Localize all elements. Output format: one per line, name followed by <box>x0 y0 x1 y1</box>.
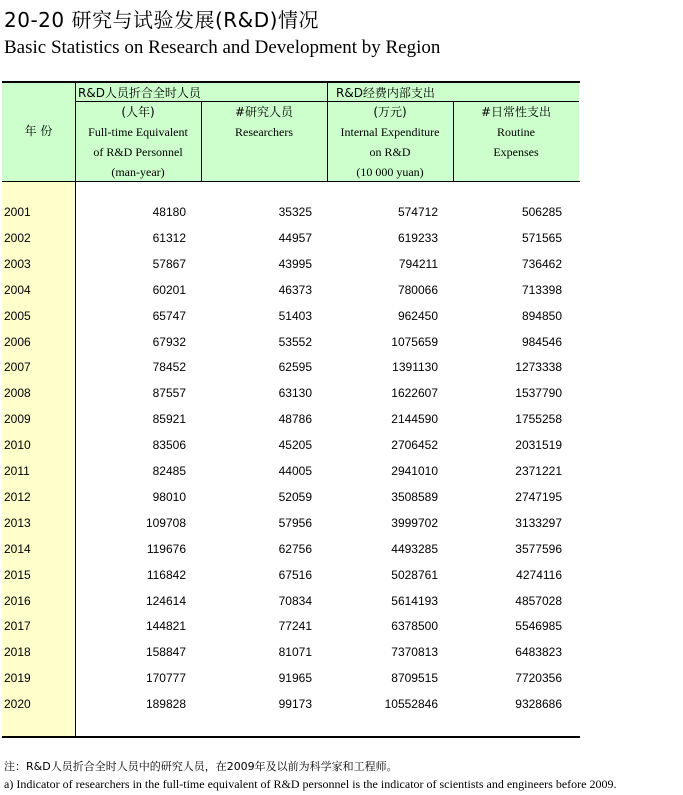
fte-cell: 60201 <box>152 282 186 297</box>
table-row <box>2 459 580 485</box>
col-header-expenditure <box>327 102 453 182</box>
expenditure-cell: 3999702 <box>391 515 438 530</box>
year-cell: 2001 <box>4 205 31 219</box>
fte-cell: 189828 <box>145 697 186 712</box>
col-header-fte-unit: (man-year) <box>111 165 165 179</box>
routine-cell: 6483823 <box>515 645 562 660</box>
routine-cell: 713398 <box>521 282 562 297</box>
expenditure-cell: 1622607 <box>391 386 438 401</box>
fte-cell: 67932 <box>152 334 186 349</box>
year-cell: 2010 <box>4 438 31 453</box>
researchers-cell: 57956 <box>278 515 312 530</box>
year-cell: 2003 <box>4 256 31 271</box>
table-row <box>2 563 580 589</box>
year-cell: 2013 <box>4 515 31 530</box>
expenditure-cell: 2144590 <box>391 412 438 427</box>
routine-cell: 4274116 <box>516 567 562 582</box>
year-cell: 2018 <box>4 645 31 660</box>
expenditure-cell: 3508589 <box>391 489 438 504</box>
routine-cell: 4857028 <box>515 593 562 608</box>
year-cell: 2006 <box>4 334 31 349</box>
col-header-researchers <box>201 102 327 142</box>
table-row <box>2 252 580 278</box>
expenditure-cell: 6378500 <box>391 619 438 634</box>
routine-cell: 1755258 <box>515 412 562 427</box>
group-header-expenditure: R&D经费内部支出 <box>336 86 435 100</box>
researchers-cell: 43995 <box>278 256 312 271</box>
expenditure-cell: 1391130 <box>392 360 438 375</box>
table-row <box>2 485 580 511</box>
routine-cell: 3133297 <box>515 515 562 530</box>
routine-cell: 7720356 <box>515 671 562 686</box>
year-cell: 2011 <box>4 464 30 478</box>
expenditure-cell: 780066 <box>397 282 438 297</box>
expenditure-cell: 5614193 <box>391 593 438 608</box>
group-header-personnel: R&D人员折合全时人员 <box>78 86 201 100</box>
expenditure-cell: 7370813 <box>391 645 438 660</box>
researchers-cell: 35325 <box>278 205 312 219</box>
year-cell: 2004 <box>4 282 31 297</box>
routine-cell: 1537790 <box>515 386 562 401</box>
year-cell: 2009 <box>4 412 31 427</box>
fte-cell: 85921 <box>152 412 186 427</box>
year-cell: 2016 <box>4 593 31 608</box>
table-row <box>2 226 580 252</box>
fte-cell: 158847 <box>145 645 186 660</box>
routine-cell: 894850 <box>521 308 562 323</box>
expenditure-cell: 2706452 <box>391 438 438 453</box>
col-header-expenditure-line2: on R&D <box>369 145 411 159</box>
col-header-fte-line2: of R&D Personnel <box>93 145 183 159</box>
expenditure-cell: 574712 <box>397 205 438 219</box>
fte-cell: 78452 <box>152 360 186 375</box>
col-header-expenditure-line1: Internal Expenditure <box>340 125 440 139</box>
researchers-cell: 52059 <box>278 489 312 504</box>
year-cell: 2017 <box>4 619 31 634</box>
expenditure-cell: 5028761 <box>391 567 438 582</box>
researchers-cell: 46373 <box>278 282 312 297</box>
year-cell: 2019 <box>4 671 31 686</box>
fte-cell: 82485 <box>152 464 186 478</box>
table-row <box>2 381 580 407</box>
col-header-researchers-cn: #研究人员 <box>234 105 294 119</box>
routine-cell: 571565 <box>521 230 562 245</box>
researchers-cell: 44957 <box>278 230 312 245</box>
routine-cell: 2031519 <box>515 438 562 453</box>
table-row <box>2 589 580 615</box>
routine-cell: 736462 <box>521 256 562 271</box>
fte-cell: 144821 <box>145 619 186 634</box>
fte-cell: 170777 <box>145 671 186 686</box>
table-row <box>2 355 580 381</box>
fte-cell: 119676 <box>146 541 186 556</box>
table-row <box>2 692 580 718</box>
table-bottom-rule <box>2 736 580 738</box>
year-cell: 2007 <box>4 360 31 375</box>
expenditure-cell: 794211 <box>398 256 438 271</box>
page-title-cn: 20-20 研究与试验发展(R&D)情况 <box>4 8 319 32</box>
fte-cell: 48180 <box>152 205 186 219</box>
routine-cell: 2371221 <box>515 464 562 478</box>
fte-cell: 109708 <box>145 515 186 530</box>
routine-cell: 984546 <box>521 334 562 349</box>
col-header-fte <box>75 102 201 182</box>
expenditure-cell: 619233 <box>397 230 438 245</box>
table-row <box>2 330 580 356</box>
table-row <box>2 537 580 563</box>
year-cell: 2015 <box>4 567 31 582</box>
col-header-routine-cn: #日常性支出 <box>480 105 552 119</box>
footnote-en: a) Indicator of researchers in the full-time equivalent of R&D personnel is the indicator of scientists and engineers before 2009. <box>4 777 617 791</box>
col-header-routine-line2: Expenses <box>493 145 539 159</box>
col-header-routine-line1: Routine <box>497 125 535 139</box>
col-header-expenditure-unit-cn: (万元) <box>373 105 407 119</box>
researchers-cell: 70834 <box>278 593 312 608</box>
researchers-cell: 77241 <box>278 619 312 634</box>
fte-cell: 87557 <box>152 386 186 401</box>
routine-cell: 2747195 <box>515 489 562 504</box>
year-cell: 2020 <box>4 697 31 712</box>
fte-cell: 116842 <box>146 567 186 582</box>
expenditure-cell: 10552846 <box>384 697 438 712</box>
researchers-cell: 81071 <box>278 645 312 660</box>
researchers-cell: 67516 <box>278 567 312 582</box>
fte-cell: 61312 <box>152 230 186 245</box>
year-cell: 2012 <box>4 489 31 504</box>
table-row <box>2 200 580 226</box>
col-header-fte-unit-cn: (人年) <box>121 105 155 119</box>
researchers-cell: 91965 <box>278 671 312 686</box>
col-header-expenditure-unit: (10 000 yuan) <box>356 165 424 179</box>
table-row <box>2 666 580 692</box>
fte-cell: 57867 <box>152 256 186 271</box>
researchers-cell: 99173 <box>278 697 312 712</box>
col-header-routine <box>453 102 579 162</box>
expenditure-cell: 4493285 <box>391 541 438 556</box>
researchers-cell: 53552 <box>278 334 312 349</box>
routine-cell: 9328686 <box>515 697 562 712</box>
researchers-cell: 45205 <box>278 438 312 453</box>
expenditure-cell: 2941010 <box>391 464 438 478</box>
fte-cell: 98010 <box>152 489 186 504</box>
researchers-cell: 62595 <box>278 360 312 375</box>
fte-cell: 124614 <box>145 593 186 608</box>
expenditure-cell: 8709515 <box>391 671 438 686</box>
year-header: 年 份 <box>24 124 53 138</box>
researchers-cell: 44005 <box>278 464 312 478</box>
table-row <box>2 511 580 537</box>
col-header-researchers-en: Researchers <box>235 125 293 139</box>
table-row <box>2 304 580 330</box>
year-cell: 2008 <box>4 386 31 401</box>
table-row <box>2 407 580 433</box>
col-header-fte-line1: Full-time Equivalent <box>88 125 188 139</box>
table-top-rule <box>2 81 580 83</box>
fte-cell: 65747 <box>152 308 186 323</box>
expenditure-cell: 1075659 <box>391 334 438 349</box>
researchers-cell: 63130 <box>278 386 312 401</box>
year-cell: 2005 <box>4 308 31 323</box>
routine-cell: 1273338 <box>515 360 562 375</box>
routine-cell: 506285 <box>521 205 562 219</box>
page-title-en: Basic Statistics on Research and Development by Region <box>4 37 441 58</box>
table-row <box>2 614 580 640</box>
table-row <box>2 433 580 459</box>
researchers-cell: 62756 <box>278 541 312 556</box>
fte-cell: 83506 <box>152 438 186 453</box>
expenditure-cell: 962450 <box>397 308 438 323</box>
routine-cell: 5546985 <box>515 619 562 634</box>
researchers-cell: 51403 <box>278 308 312 323</box>
year-cell: 2014 <box>4 541 31 556</box>
routine-cell: 3577596 <box>515 541 562 556</box>
table-row <box>2 278 580 304</box>
year-cell: 2002 <box>4 230 31 245</box>
researchers-cell: 48786 <box>278 412 312 427</box>
footnote-cn: 注：R&D人员折合全时人员中的研究人员，在2009年及以前为科学家和工程师。 <box>4 760 398 773</box>
table-row <box>2 640 580 666</box>
